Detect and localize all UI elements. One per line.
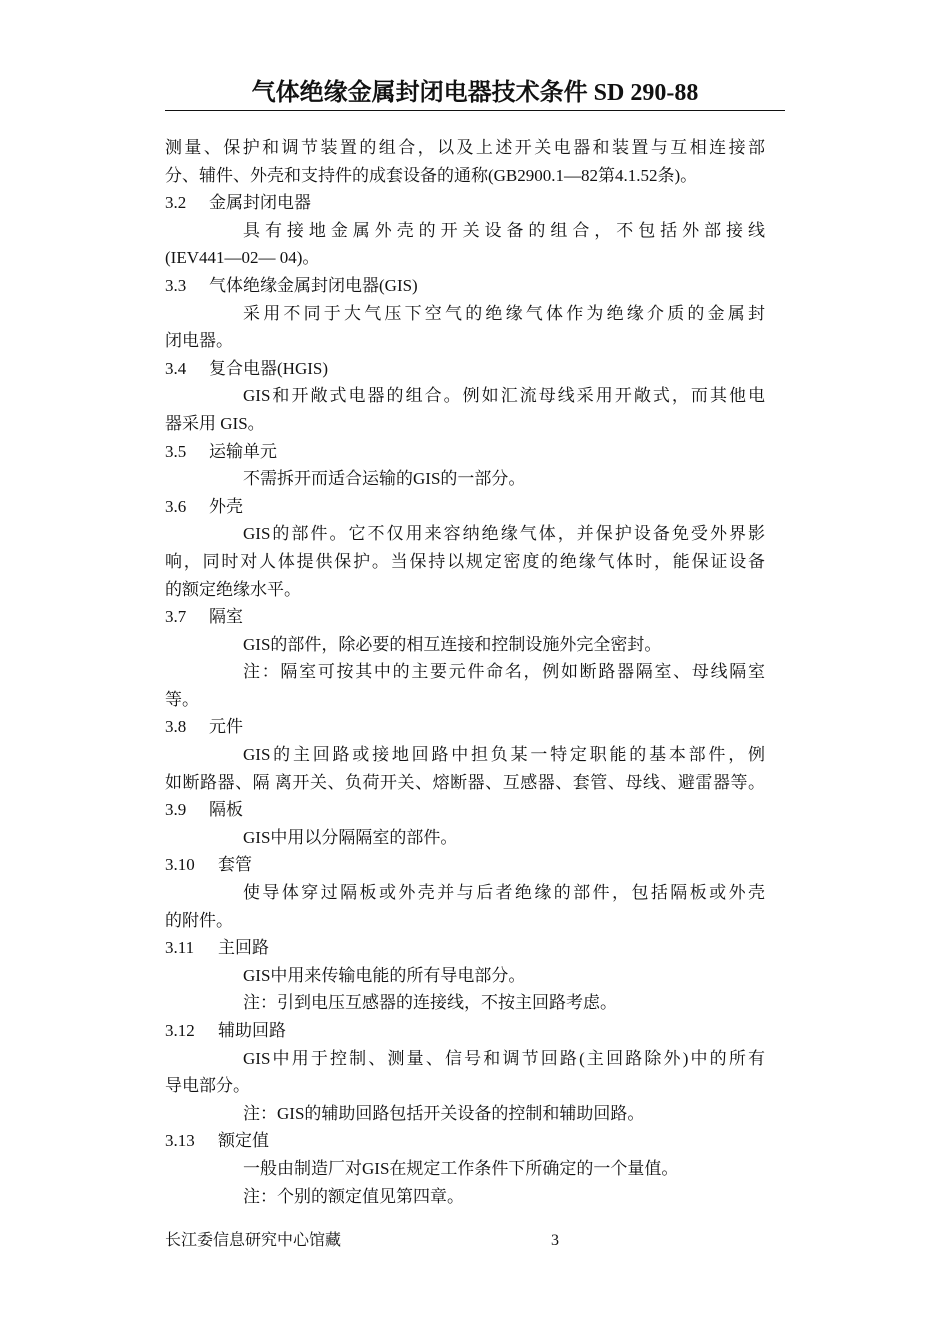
paragraph-line: GIS中用来传输电能的所有导电部分。: [243, 965, 526, 985]
section-title: 元件: [209, 717, 243, 737]
paragraph-line: GIS的部件。它不仅用来容纳绝缘气体，并保护设备免受外界影: [243, 524, 765, 544]
paragraph-line: GIS中用以分隔隔室的部件。: [243, 827, 458, 847]
section-heading: [165, 603, 765, 631]
section-title: 额定值: [218, 1131, 269, 1151]
section-title: 运输单元: [209, 441, 277, 461]
section-number: 3.4: [165, 358, 187, 378]
paragraph-line: GIS的部件，除必要的相互连接和控制设施外完全密封。: [243, 634, 662, 654]
paragraph-line: 注：引到电压互感器的连接线，不按主回路考虑。: [243, 993, 617, 1013]
section-number: 3.12: [165, 1021, 195, 1040]
section-title: 主回路: [218, 938, 269, 958]
paragraph-line: 器采用 GIS。: [165, 413, 265, 433]
section-heading: [165, 1127, 765, 1155]
paragraph-line: 使导体穿过隔板或外壳并与后者绝缘的部件，包括隔板或外壳: [243, 883, 765, 903]
paragraph-line: 响，同时对人体提供保护。当保持以规定密度的绝缘气体时，能保证设备: [165, 551, 765, 571]
section-number: 3.11: [165, 938, 195, 958]
paragraph-line: 等。: [165, 689, 199, 709]
section-number: 3.10: [165, 855, 195, 875]
paragraph-line: (IEV441—02— 04)。: [165, 248, 320, 268]
section-title: 外壳: [209, 496, 243, 516]
paragraph-line: 如断路器、隔 离开关、负荷开关、熔断器、互感器、套管、母线、避雷器等。: [165, 772, 765, 792]
paragraph-line: 导电部分。: [165, 1076, 250, 1096]
paragraph-line: 一般由制造厂对GIS在规定工作条件下所确定的一个量值。: [243, 1158, 679, 1178]
section-number: 3.13: [165, 1131, 195, 1151]
section-title: 隔室: [209, 607, 243, 627]
paragraph-line: 采用不同于大气压下空气的绝缘气体作为绝缘介质的金属封: [243, 303, 765, 323]
section-number: 3.9: [165, 800, 187, 820]
section-title: 复合电器(HGIS): [209, 358, 328, 378]
paragraph-line: 注：个别的额定值见第四章。: [243, 1186, 464, 1206]
footer-source: 长江委信息研究中心馆藏: [165, 1232, 342, 1249]
section-number: 3.6: [165, 496, 187, 516]
paragraph-line: GIS和开敞式电器的组合。例如汇流母线采用开敞式，而其他电: [243, 386, 765, 406]
section-number: 3.7: [165, 607, 187, 627]
section-number: 3.5: [165, 441, 187, 461]
page-number: 3: [551, 1232, 559, 1249]
paragraph-line: 分、辅件、外壳和支持件的成套设备的通称(GB2900.1—82第4.1.52条)。: [165, 165, 698, 185]
section-heading: [165, 493, 765, 521]
section-heading: [165, 272, 765, 300]
section-heading: [165, 189, 765, 217]
paragraph-line: GIS中用于控制、测量、信号和调节回路(主回路除外)中的所有: [243, 1048, 765, 1068]
section-number: 3.2: [165, 193, 187, 213]
section-title: 金属封闭电器: [209, 193, 311, 213]
section-title: 辅助回路: [218, 1021, 286, 1040]
section-title: 隔板: [209, 800, 243, 820]
paragraph-line: 的附件。: [165, 910, 233, 930]
title-divider: [165, 110, 785, 111]
section-heading: [165, 796, 765, 824]
paragraph-line: 具有接地金属外壳的开关设备的组合，不包括外部接线: [243, 220, 765, 240]
paragraph-line: GIS的主回路或接地回路中担负某一特定职能的基本部件，例: [243, 745, 765, 765]
section-number: 3.3: [165, 275, 187, 295]
paragraph-line: 测量、保护和调节装置的组合，以及上述开关电器和装置与互相连接部: [165, 138, 765, 157]
section-title: 套管: [218, 855, 252, 875]
section-heading: [165, 438, 765, 466]
section-heading: [165, 1017, 765, 1045]
section-title: 气体绝缘金属封闭电器(GIS): [209, 275, 418, 295]
paragraph-line: 不需拆开而适合运输的GIS的一部分。: [243, 469, 526, 489]
page-title: 气体绝缘金属封闭电器技术条件 SD 290-88: [251, 80, 699, 106]
section-heading: [165, 934, 765, 962]
paragraph-line: 闭电器。: [165, 331, 233, 351]
section-heading: [165, 851, 765, 879]
paragraph-line: 注：GIS的辅助回路包括开关设备的控制和辅助回路。: [243, 1103, 645, 1123]
section-heading: [165, 713, 765, 741]
paragraph-line: 注：隔室可按其中的主要元件命名，例如断路器隔室、母线隔室: [243, 662, 765, 682]
section-heading: [165, 355, 765, 383]
section-number: 3.8: [165, 717, 187, 737]
document-body: [165, 134, 765, 1210]
paragraph-line: 的额定绝缘水平。: [165, 579, 301, 599]
